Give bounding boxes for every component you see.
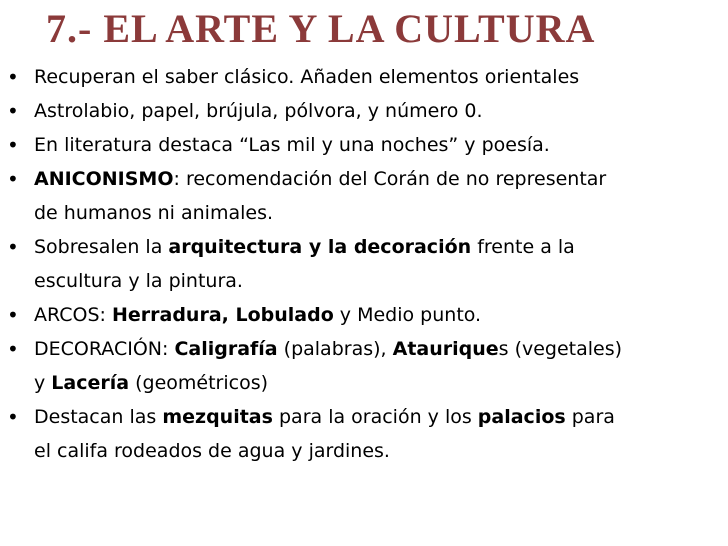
bullet-list — [0, 60, 728, 468]
bullet-item — [0, 94, 728, 128]
bullet-line — [34, 60, 724, 94]
bullet-text: En literatura destaca “Las mil y una noches” y poesía. — [34, 134, 550, 156]
bullet-bold-text: mezquitas — [162, 406, 273, 428]
bullet-item — [0, 230, 728, 298]
bullet-line — [34, 264, 724, 298]
bullet-dot-icon: • — [7, 99, 19, 123]
bullet-dot-icon: • — [7, 133, 19, 157]
bullet-bold-text: ANICONISMO — [34, 168, 174, 190]
bullet-item — [0, 128, 728, 162]
bullet-line — [34, 298, 724, 332]
bullet-dot-icon: • — [7, 167, 19, 191]
bullet-dot-icon: • — [7, 337, 19, 361]
bullet-line — [34, 128, 724, 162]
bullet-text: Destacan las — [34, 406, 163, 428]
bullet-bold-text: Herradura, Lobulado — [111, 304, 334, 326]
bullet-item — [0, 332, 728, 400]
bullet-line — [34, 196, 724, 230]
bullet-dot-icon: • — [7, 405, 19, 429]
bullet-dot-icon: • — [7, 65, 19, 89]
bullet-bold-text: Ataurique — [392, 338, 499, 360]
bullet-item — [0, 298, 728, 332]
bullet-text: DECORACIÓN: — [34, 338, 175, 360]
bullet-text: el califa rodeados de agua y jardines. — [34, 440, 390, 462]
bullet-text: frente a la — [471, 236, 575, 258]
bullet-text: Astrolabio, papel, brújula, pólvora, y número 0. — [34, 100, 483, 122]
bullet-text: para — [565, 406, 615, 428]
bullet-line — [34, 162, 724, 196]
bullet-bold-text: palacios — [477, 406, 566, 428]
bullet-line — [34, 94, 724, 128]
bullet-text: Sobresalen la — [34, 236, 169, 258]
bullet-line — [34, 366, 724, 400]
bullet-text: y — [34, 372, 52, 394]
bullet-text: de humanos ni animales. — [34, 202, 274, 224]
bullet-item — [0, 162, 728, 230]
bullet-line — [34, 400, 724, 434]
bullet-dot-icon: • — [7, 235, 19, 259]
slide-title: 7.- EL ARTE Y LA CULTURA — [46, 6, 596, 51]
bullet-text: (palabras), — [277, 338, 393, 360]
bullet-text: : recomendación del Corán de no representar — [173, 168, 607, 190]
bullet-text: para la oración y los — [272, 406, 478, 428]
bullet-item — [0, 60, 728, 94]
bullet-text: escultura y la pintura. — [34, 270, 243, 292]
bullet-text: (geométricos) — [129, 372, 269, 394]
bullet-text: ARCOS: — [34, 304, 112, 326]
bullet-bold-text: Lacería — [51, 372, 130, 394]
bullet-text: Recuperan el saber clásico. Añaden elementos orientales — [34, 66, 580, 88]
bullet-line — [34, 332, 724, 366]
bullet-line — [34, 434, 724, 468]
bullet-text: s (vegetales) — [498, 338, 623, 360]
bullet-item — [0, 400, 728, 468]
bullet-bold-text: Caligrafía — [174, 338, 278, 360]
bullet-text: y Medio punto. — [333, 304, 482, 326]
bullet-bold-text: arquitectura y la decoración — [168, 236, 472, 258]
bullet-dot-icon: • — [7, 303, 19, 327]
bullet-line — [34, 230, 724, 264]
